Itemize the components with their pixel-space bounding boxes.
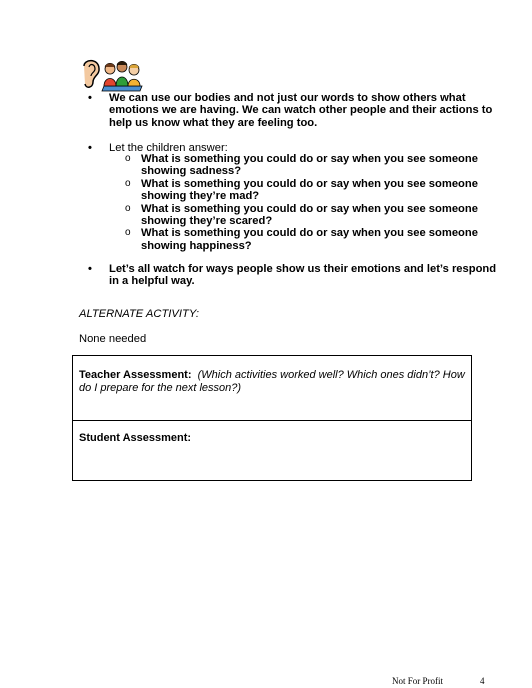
- bullet-watch-respond: [88, 263, 498, 288]
- list-item: o What is something you could do or say when you see someone showing sadness?: [125, 153, 478, 178]
- list-item: o What is something you could do or say when you see someone showing they’re scared?: [125, 202, 478, 228]
- bullet-emotions-body: [88, 92, 498, 129]
- bullet-text: Let’s all watch for ways people show us their emotions and let’s respond in a helpful way.: [109, 263, 497, 288]
- bullet-text: Let the children answer:: [109, 142, 228, 154]
- footer-text: Not For Profit: [392, 676, 444, 686]
- circle-bullet-icon: o: [125, 153, 131, 164]
- circle-bullet-icon: o: [125, 177, 131, 189]
- question-list: [125, 153, 505, 252]
- bullet-marker: •: [88, 142, 92, 154]
- alternate-activity-body: None needed: [79, 333, 147, 345]
- student-assessment-label: Student Assessment:: [79, 432, 192, 444]
- bullet-marker: •: [88, 263, 92, 275]
- bullet-marker: •: [88, 92, 92, 104]
- teacher-assessment-prompt: (Which activities worked well? Which ones didn’t? How do I prepare for the next lesson?): [79, 369, 465, 394]
- list-item: o What is something you could do or say when you see someone showing happiness?: [125, 227, 478, 252]
- list-item: o What is something you could do or say when you see someone showing they’re mad?: [125, 177, 478, 203]
- student-assessment-box: [72, 420, 472, 481]
- teacher-assessment-label: Teacher Assessment:: [79, 369, 192, 381]
- page-number: 4: [480, 676, 485, 686]
- bullet-text: We can use our bodies and not just our words to show others what emotions we are having. We can watch other people and their actions to help us know what they are feeling too.: [109, 92, 493, 129]
- teacher-assessment-box: [72, 355, 472, 421]
- circle-bullet-icon: o: [125, 227, 131, 239]
- circle-bullet-icon: o: [125, 202, 131, 214]
- alternate-activity-heading: ALTERNATE ACTIVITY:: [79, 308, 199, 320]
- ear-and-children-icon: [78, 58, 144, 92]
